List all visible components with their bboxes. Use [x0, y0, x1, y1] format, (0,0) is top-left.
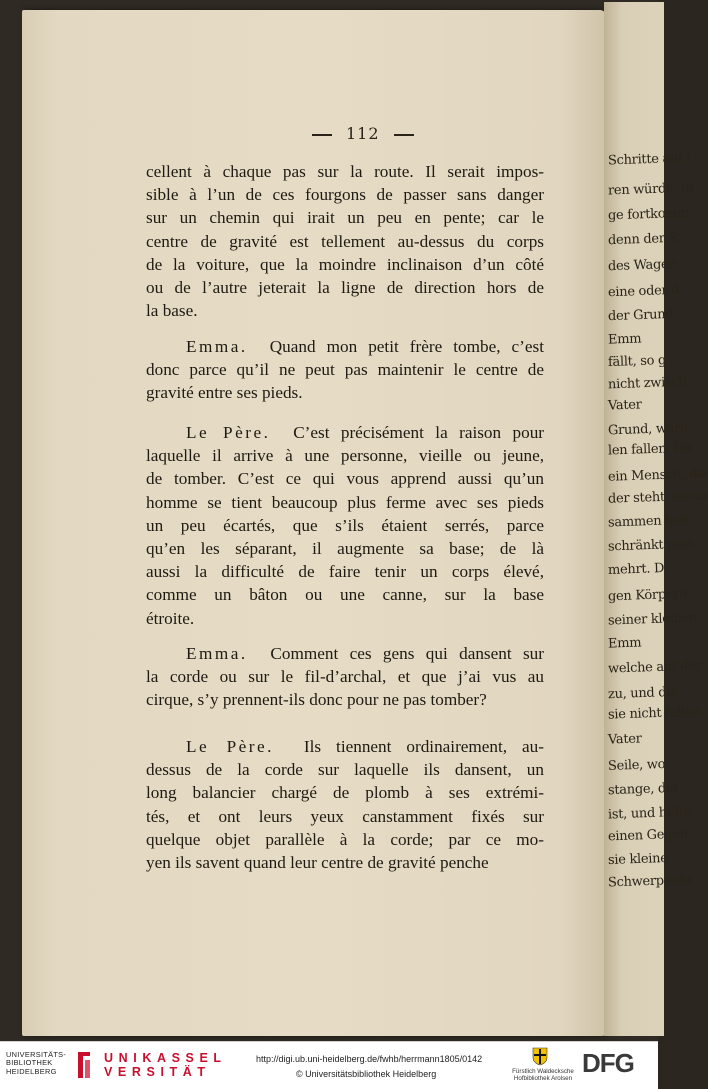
paragraph — [146, 160, 544, 322]
adjacent-text-line: einen Gegen — [607, 826, 688, 845]
text-line — [146, 735, 544, 758]
text-line — [146, 335, 544, 358]
line-text: la base. — [146, 301, 198, 321]
text-line — [146, 781, 544, 804]
speaker-name: Emma. — [186, 337, 248, 356]
adjacent-text-line: ge fortkomm — [607, 205, 690, 224]
line-text: cellent à chaque pas sur la route. Il serait impos- — [146, 162, 544, 181]
line-text: sible à l’un de ces fourgons de passer sans danger — [146, 185, 544, 205]
line-text: la corde ou sur le fil-d’archal, et que j’ai vus au — [146, 667, 544, 687]
text-line — [146, 805, 544, 828]
adjacent-text-line: eine oder d — [607, 282, 680, 301]
adjacent-text-line: ein Mensch, die — [607, 466, 708, 485]
line-text: aussi la difficulté de faire tenir un corps élevé, — [146, 562, 544, 582]
adjacent-page — [604, 2, 708, 1036]
text-line — [146, 758, 544, 781]
heidelberg-library-label — [6, 1051, 66, 1076]
dash-right — [394, 134, 414, 136]
line-text: homme se tient beaucoup plus ferme avec ses pieds — [146, 492, 544, 512]
text-line — [146, 828, 544, 851]
text-line — [146, 381, 544, 404]
text-line — [146, 421, 544, 444]
arolsen-line-1: Fürstlich Waldecksche — [512, 1068, 574, 1075]
arolsen-line-2: Hofbibliothek Arolsen — [513, 1075, 573, 1082]
line-text: tés, et ont leurs yeux canstamment fixés sur — [146, 806, 544, 826]
text-line — [146, 688, 544, 711]
arolsen-library-label — [508, 1068, 578, 1082]
adjacent-text-line: sie nicht fallen — [607, 704, 701, 723]
line-text: laquelle il arrive à une personne, vieille ou jeune, — [146, 446, 544, 466]
text-line — [146, 299, 544, 322]
adjacent-text-line: sammen hält. — [607, 512, 694, 531]
speaker-name: Emma. — [186, 644, 248, 663]
line-text: C’est précisément la raison pour — [293, 423, 545, 442]
adjacent-text-line: schränkt man — [607, 536, 695, 555]
adjacent-text-line: stange, die — [607, 780, 678, 799]
heidelberg-line-2: BIBLIOTHEK — [6, 1058, 53, 1068]
text-line — [146, 642, 544, 665]
page-number-value: 112 — [346, 124, 380, 143]
adjacent-text-line: Schwerpunkt — [607, 872, 693, 891]
adjacent-text-line: der steht, wenn — [607, 488, 708, 507]
line-text: comme un bâton ou une canne, sur la base — [146, 585, 544, 605]
line-text: donc parce qu’il ne peut pas maintenir le centre de — [146, 360, 544, 380]
kassel-university-logo — [104, 1051, 227, 1079]
adjacent-text-line: Seile, wo — [607, 757, 666, 774]
adjacent-text-line: Schritte auf ! — [607, 150, 692, 169]
line-text: sur un chemin qui irait un peu en pente; car le — [146, 208, 544, 228]
text-line — [146, 467, 544, 490]
text-line — [146, 230, 544, 253]
line-text: Comment ces gens qui dansent sur — [270, 644, 545, 663]
adjacent-text-line: Vater — [607, 731, 642, 748]
dash-left — [312, 134, 332, 136]
text-line — [146, 491, 544, 514]
text-line — [146, 183, 544, 206]
adjacent-text-line: ist, und hefte — [607, 804, 692, 823]
adjacent-text-line: der Grund — [607, 306, 674, 325]
line-text: yen ils savent quand leur centre de gravité penche — [146, 853, 489, 873]
line-text: dessus de la corde sur laquelle ils dansent, un — [146, 760, 544, 780]
text-line — [146, 160, 544, 183]
heidelberg-line-3: HEIDELBERG — [6, 1066, 57, 1076]
text-line — [146, 358, 544, 381]
text-line — [146, 206, 544, 229]
adjacent-text-line: denn der S — [607, 230, 678, 249]
crest-icon — [532, 1046, 548, 1066]
adjacent-text-line: len fallen. Da — [607, 440, 692, 459]
adjacent-text-line: welche auf der — [607, 658, 702, 677]
dfg-logo: DFG — [582, 1048, 634, 1078]
paragraph — [146, 642, 544, 712]
text-line — [146, 537, 544, 560]
text-line — [146, 276, 544, 299]
text-line — [146, 851, 544, 874]
line-text: de la voiture, que la moindre inclinaison d’un côté — [146, 254, 544, 274]
text-line — [146, 444, 544, 467]
text-line — [146, 607, 544, 630]
line-text: qu’en les séparant, il augmente sa base; de là — [146, 539, 544, 559]
text-line — [146, 560, 544, 583]
line-text: Quand mon petit frère tombe, c’est — [269, 337, 544, 356]
heidelberg-line-1: UNIVERSITÄTS- — [6, 1050, 67, 1059]
line-text: cirque, s’y prennent-ils donc pour ne pas tomber? — [146, 690, 487, 710]
text-line — [146, 253, 544, 276]
text-line — [146, 514, 544, 537]
speaker-name: Le Père. — [186, 423, 271, 442]
kassel-logo-icon — [74, 1050, 94, 1080]
copyright-notice: © Universitätsbibliothek Heidelberg — [296, 1069, 437, 1079]
footer-bar — [0, 1041, 658, 1089]
line-text: de tomber. C’est ce qui vous apprend aussi qu’un — [146, 469, 544, 489]
paragraph — [146, 335, 544, 405]
adjacent-text-line: gen Körpern — [607, 586, 688, 605]
line-text: long balancier chargé de plomb à ses extrémi- — [146, 783, 544, 803]
line-text: quelque objet parallèle à la corde; par ce mo- — [146, 829, 544, 849]
adjacent-text-line: seiner kleinen — [607, 610, 698, 629]
line-text: centre de gravité est tellement au-dessus du corps — [146, 231, 544, 251]
text-line — [146, 583, 544, 606]
paragraph — [146, 421, 544, 630]
adjacent-text-line: Emm — [607, 635, 642, 652]
adjacent-text-line: ren würde. m — [607, 180, 694, 199]
adjacent-text-line: zu, und die — [607, 684, 678, 703]
permalink-url[interactable]: http://digi.ub.uni-heidelberg.de/fwhb/herrmann1805/0142 — [256, 1054, 483, 1064]
line-text: un peu écartés, que s’ils étaient serrés, parce — [146, 515, 544, 535]
adjacent-text-line: Vater — [607, 397, 642, 414]
speaker-name: Le Père. — [186, 737, 274, 756]
page-number — [298, 124, 428, 143]
adjacent-text-line: mehrt. D — [607, 561, 665, 578]
line-text: Ils tiennent ordinairement, au- — [303, 737, 545, 756]
adjacent-text-line: Emm — [607, 331, 642, 348]
kassel-line-2: VERSITÄT — [104, 1065, 211, 1079]
adjacent-text-line: fällt, so g — [607, 352, 667, 371]
adjacent-text-line: nicht zwisch — [607, 374, 687, 393]
kassel-line-1: UNIKASSEL — [104, 1051, 227, 1065]
line-text: étroite. — [146, 608, 195, 628]
adjacent-text-line: des Wagen — [607, 256, 677, 275]
adjacent-text-line: sie kleine — [607, 850, 668, 869]
line-text: gravité entre ses pieds. — [146, 383, 303, 403]
text-line — [146, 665, 544, 688]
paragraph — [146, 735, 544, 874]
adjacent-text-line: Grund, waru — [607, 420, 689, 439]
line-text: ou de l’autre jeterait la ligne de direction hors de — [146, 278, 544, 298]
